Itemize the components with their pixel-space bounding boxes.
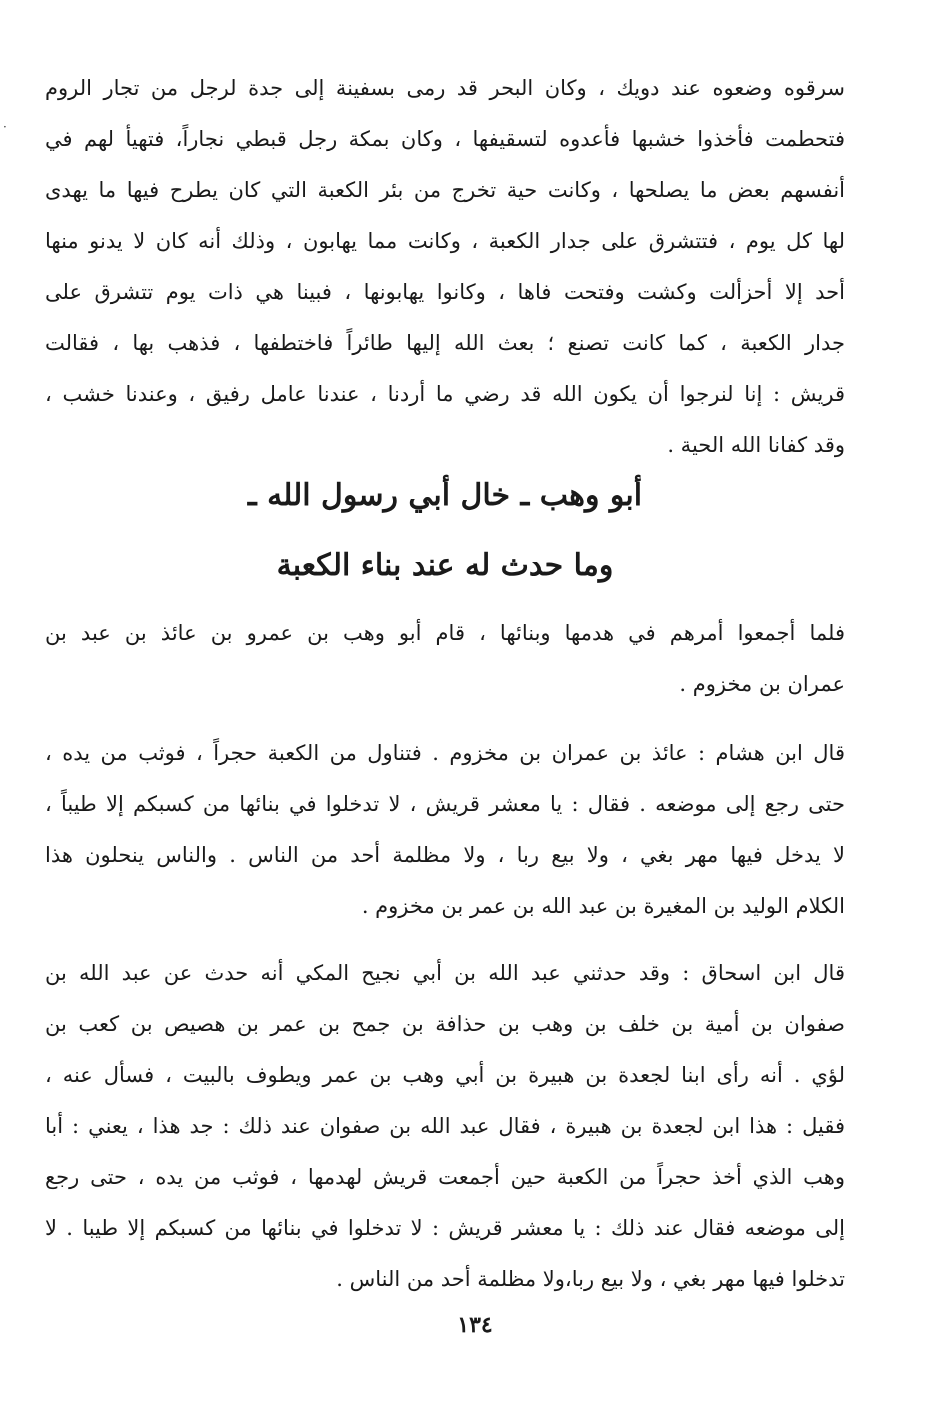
page-number: ١٣٤ — [457, 1312, 493, 1338]
text-line: لؤي . أنه رأى ابنا لجعدة بن هبيرة بن أبي وهب بن عمر ويطوف بالبيت ، فسأل عنه ، — [45, 1063, 845, 1087]
section-heading-line-1: أبو وهب ـ خال أبي رسول الله ـ — [247, 478, 643, 513]
text-line: قريش : إنا لنرجوا أن يكون الله قد رضي ما أردنا ، عندنا عامل رفيق ، وعندنا خشب ، — [45, 382, 845, 406]
text-line: تدخلوا فيها مهر بغي ، ولا بيع ربا،ولا مظلمة أحد من الناس . — [336, 1267, 845, 1291]
text-line: أحد إلا أحزألت وكشت وفتحت فاها ، وكانوا يهابونها ، فبينا هي ذات يوم تتشرق على — [45, 280, 845, 304]
paragraph-2 — [45, 608, 845, 710]
text-line: سرقوه وضعوه عند دويك ، وكان البحر قد رمى بسفينة إلى جدة لرجل من تجار الروم — [45, 76, 845, 100]
section-heading-line-2: وما حدث له عند بناء الكعبة — [276, 548, 614, 583]
text-line: فلما أجمعوا أمرهم في هدمها وبنائها ، قام أبو وهب بن عمرو بن عائذ بن عبد بن — [45, 621, 845, 645]
paragraph-3 — [45, 728, 845, 932]
text-line: حتى رجع إلى موضعه . فقال : يا معشر قريش ، لا تدخلوا في بنائها من كسبكم إلا طيباً ، — [45, 792, 845, 816]
text-line: عمران بن مخزوم . — [679, 672, 845, 696]
text-line: قال ابن اسحاق : وقد حدثني عبد الله بن أبي نجيح المكي أنه حدث عن عبد الله بن — [45, 961, 845, 985]
text-line: صفوان بن أمية بن خلف بن وهب بن حذافة بن جمح بن عمر بن هصيص بن كعب بن — [45, 1012, 845, 1036]
text-line: وقد كفانا الله الحية . — [667, 433, 845, 457]
text-line: إلى موضعه فقال عند ذلك : يا معشر قريش : لا تدخلوا في بنائها من كسبكم إلا طيبا . لا — [45, 1216, 845, 1240]
text-line: قال ابن هشام : عائذ بن عمران بن مخزوم . فتناول من الكعبة حجراً ، فوثب من يده ، — [45, 741, 845, 765]
text-line: فقيل : هذا ابن لجعدة بن هبيرة ، فقال عبد الله بن صفوان عند ذلك : جد هذا ، يعني : أبا — [45, 1114, 845, 1138]
paragraph-4 — [45, 948, 845, 1305]
text-line: أنفسهم بعض ما يصلحها ، وكانت حية تخرج من بئر الكعبة التي كان يطرح فيها ما يهدى — [45, 178, 845, 202]
text-line: فتحطمت فأخذوا خشبها فأعدوه لتسقيفها ، وكان بمكة رجل قبطي نجاراً، فتهيأ لهم في — [45, 127, 845, 151]
margin-mark: · — [3, 120, 7, 134]
text-line: جدار الكعبة ، كما كانت تصنع ؛ بعث الله إليها طائراً فاختطفها ، فذهب بها ، فقالت — [45, 331, 845, 355]
text-line: لا يدخل فيها مهر بغي ، ولا بيع ربا ، ولا مظلمة أحد من الناس . والناس ينحلون هذا — [45, 843, 845, 867]
text-line: الكلام الوليد بن المغيرة بن عبد الله بن عمر بن مخزوم . — [361, 894, 845, 918]
text-line: لها كل يوم ، فتتشرق على جدار الكعبة ، وكانت مما يهابون ، وذلك أنه كان لا يدنو منها — [45, 229, 845, 253]
paragraph-1 — [45, 63, 845, 471]
text-line: وهب الذي أخذ حجراً من الكعبة حين أجمعت قريش لهدمها ، فوثب من يده ، حتى رجع — [45, 1165, 845, 1189]
